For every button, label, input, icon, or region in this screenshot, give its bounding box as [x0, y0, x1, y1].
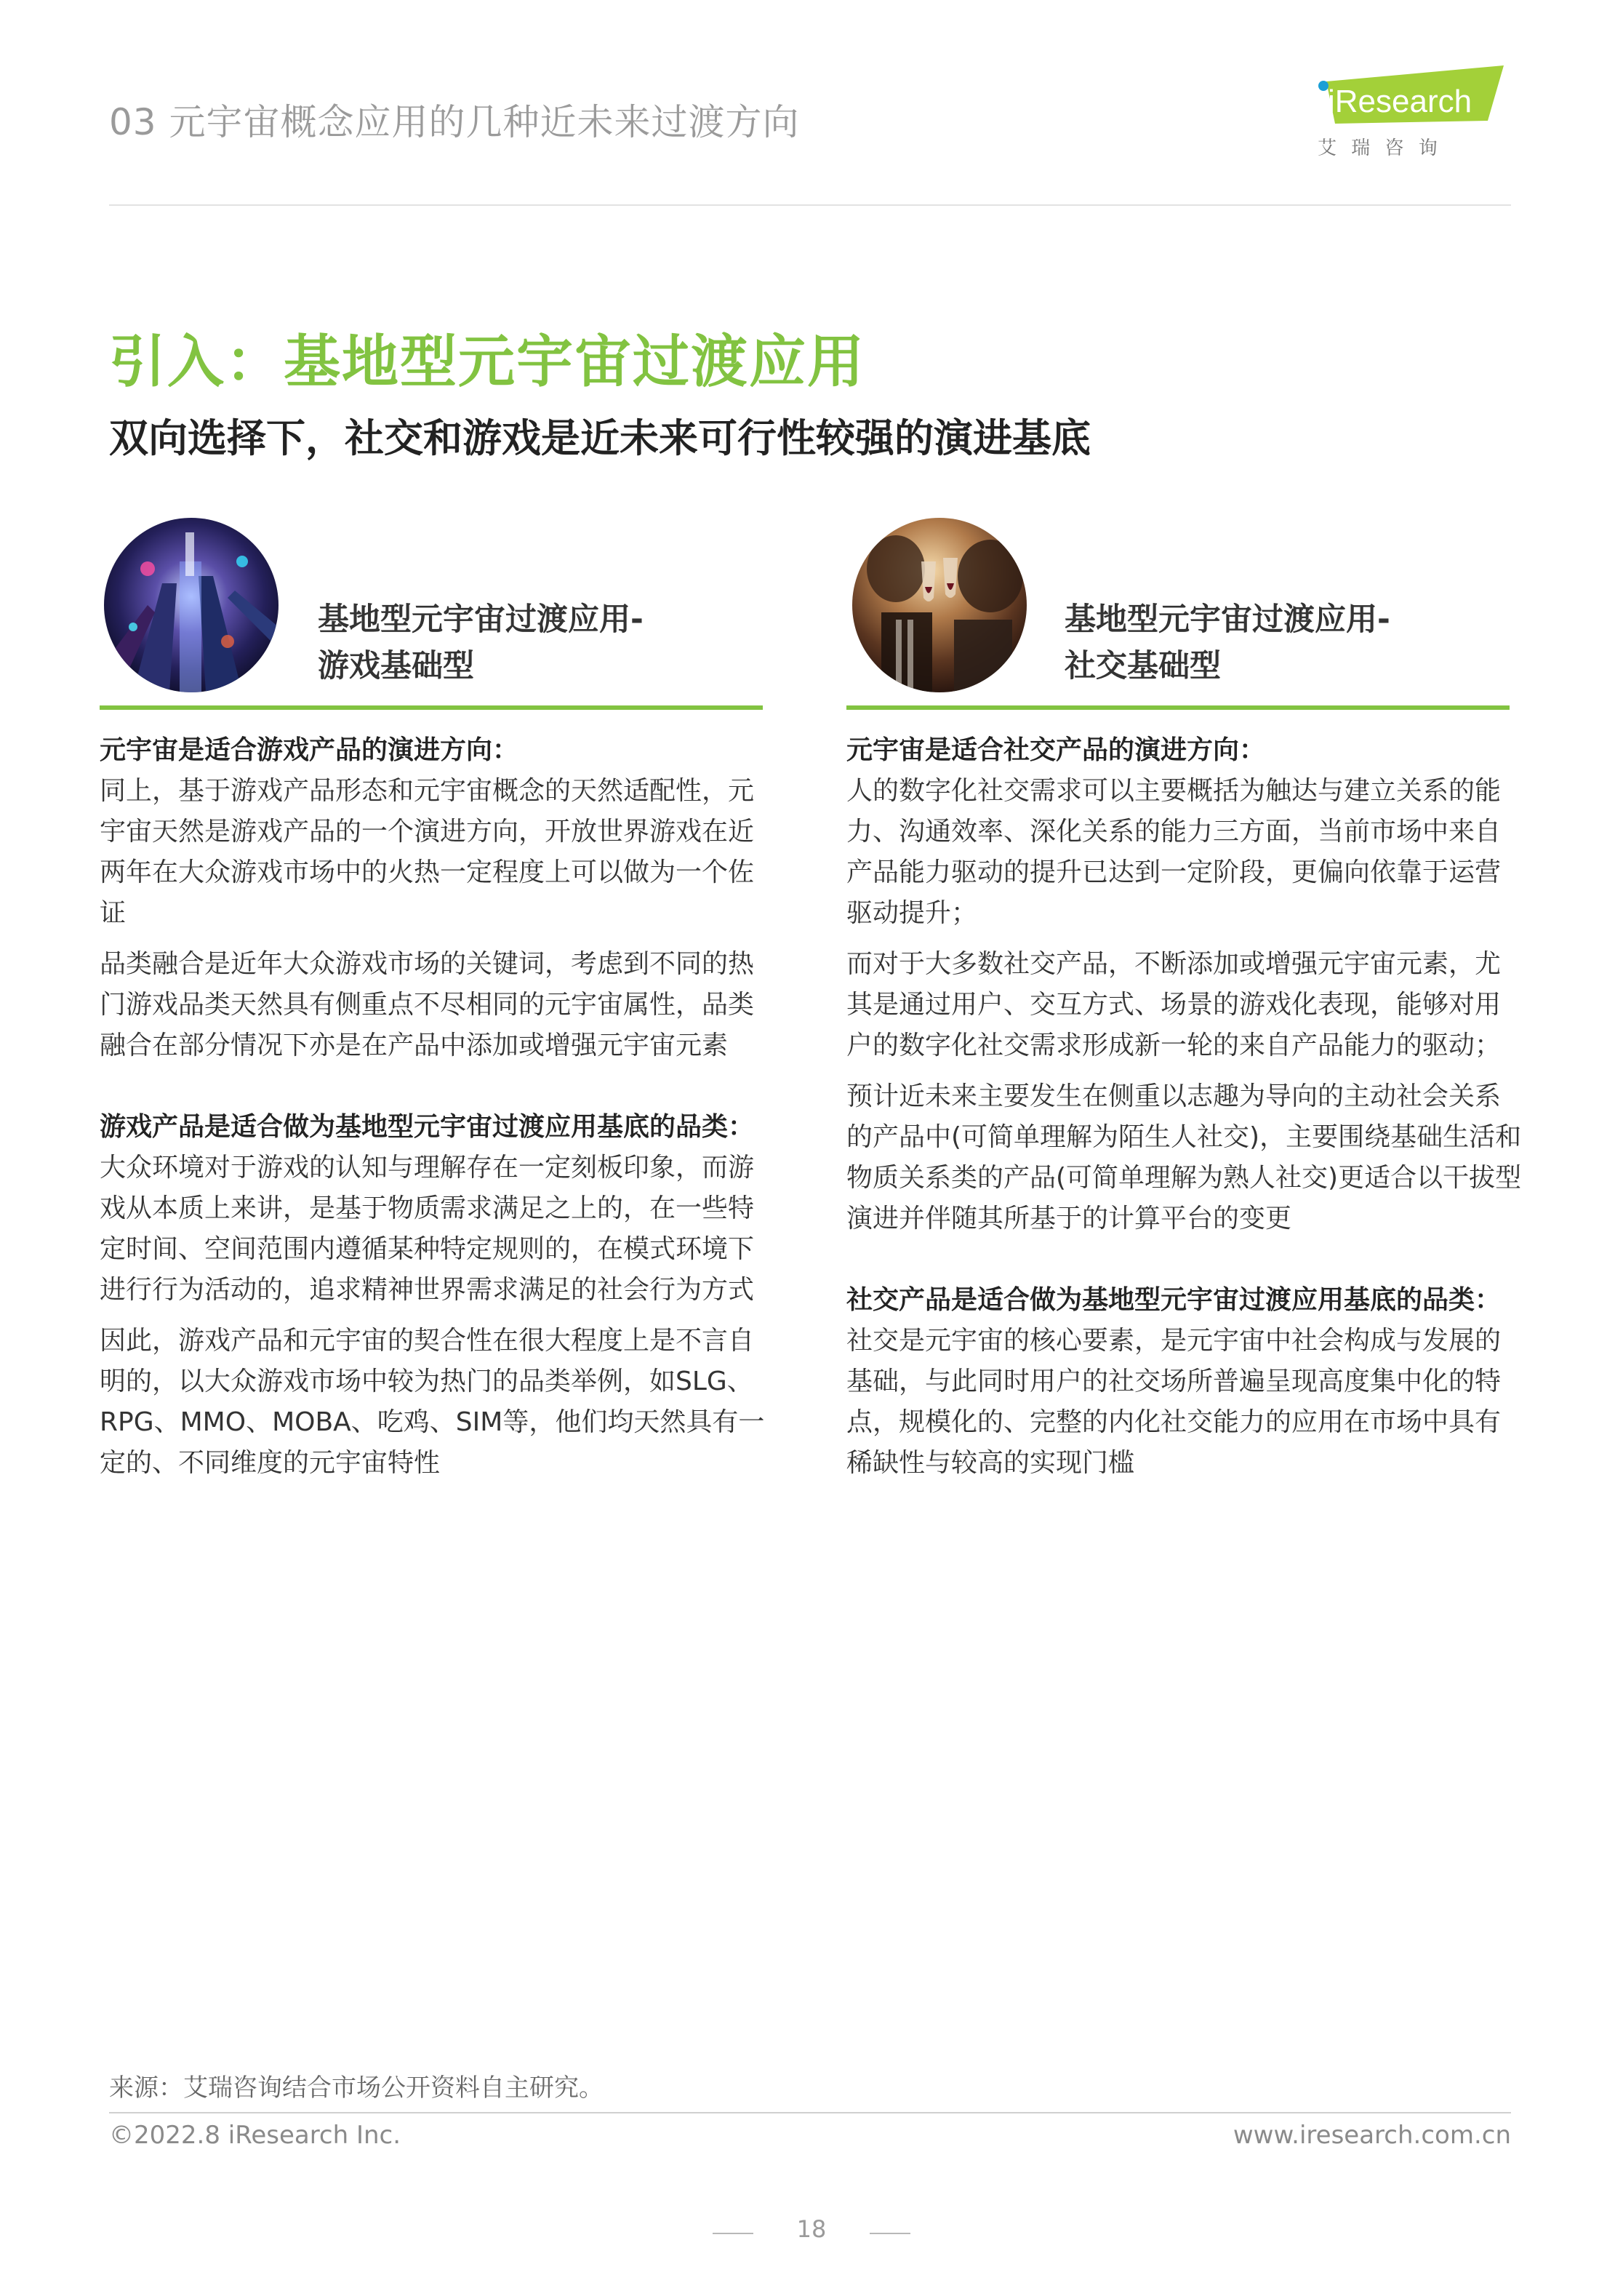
game-card-heading — [318, 596, 644, 689]
social-heading-line2: 社交基础型 — [1065, 648, 1221, 684]
social-block1-paragraph2: 而对于大多数社交产品，不断添加或增强元宇宙元素，尤其是通过用户、交互方式、场景的游戏化表现，能够对用户的数字化社交需求形成新一轮的来自产品能力的驱动； — [846, 949, 1502, 1060]
game-heading-line1: 基地型元宇宙过渡应用- — [318, 601, 644, 638]
page-number-indicator — [713, 2215, 910, 2252]
iresearch-logo — [1316, 64, 1511, 166]
section-title: 03 元宇宙概念应用的几种近未来过渡方向 — [109, 101, 800, 143]
social-card-heading — [1065, 596, 1390, 689]
game-block2-paragraph1: 大众环境对于游戏的认知与理解存在一定刻板印象，而游戏从本质上来讲，是基于物质需求满足之上的，在一些特定时间、空间范围内遵循某种特定规则的，在模式环境下进行行为活动的，追求精神世界需求满足的社会行为方式 — [100, 1153, 755, 1305]
city-night-photo — [104, 518, 278, 692]
source-note: 来源：艾瑞咨询结合市场公开资料自主研究。 — [109, 2073, 604, 2103]
page-number: 18 — [796, 2215, 827, 2243]
game-block2-heading: 游戏产品是适合做为基地型元宇宙过渡应用基底的品类： — [100, 1112, 755, 1142]
game-card-underline — [100, 705, 763, 710]
social-block1-heading: 元宇宙是适合社交产品的演进方向： — [846, 735, 1266, 765]
footer-divider — [109, 2112, 1511, 2113]
social-block1-paragraph1: 人的数字化社交需求可以主要概括为触达与建立关系的能力、沟通效率、深化关系的能力三方面，当前市场中来自产品能力驱动的提升已达到一定阶段，更偏向依靠于运营驱动提升； — [846, 776, 1502, 928]
page-subtitle: 双向选择下，社交和游戏是近未来可行性较强的演进基底 — [109, 415, 1091, 461]
game-block1-paragraph1: 同上，基于游戏产品形态和元宇宙概念的天然适配性，元宇宙天然是游戏产品的一个演进方向，开放世界游戏在近两年在大众游戏市场中的火热一定程度上可以做为一个佐证 — [100, 776, 755, 928]
game-column-body — [100, 730, 780, 1484]
website-link[interactable]: www.iresearch.com.cn — [1233, 2121, 1511, 2150]
page-dash-right — [870, 2233, 910, 2234]
game-heading-line2: 游戏基础型 — [318, 648, 474, 684]
header-divider — [109, 204, 1511, 206]
game-block2-paragraph2: 因此，游戏产品和元宇宙的契合性在很大程度上是不言自明的，以大众游戏市场中较为热门的品类举例，如SLG、RPG、MMO、MOBA、吃鸡、SIM等，他们均天然具有一定的、不同维度的元宇宙特性 — [100, 1326, 765, 1478]
friends-toast-photo — [852, 518, 1027, 692]
social-block1-paragraph3: 预计近未来主要发生在侧重以志趣为导向的主动社会关系的产品中(可简单理解为陌生人社交)，主要围绕基础生活和物质关系类的产品(可简单理解为熟人社交)更适合以干拔型演进并伴随其所基于的计算平台的变更 — [846, 1081, 1522, 1233]
copyright-text: ©2022.8 iResearch Inc. — [109, 2121, 401, 2150]
social-heading-line1: 基地型元宇宙过渡应用- — [1065, 601, 1390, 638]
logo-subtitle: 艾 瑞 咨 询 — [1318, 137, 1442, 159]
social-column-body — [846, 730, 1526, 1484]
iresearch-logo-graphic — [1316, 64, 1511, 166]
social-block2-heading: 社交产品是适合做为基地型元宇宙过渡应用基底的品类： — [846, 1285, 1502, 1315]
logo-wordmark: iResearch — [1328, 84, 1472, 119]
game-block1-heading: 元宇宙是适合游戏产品的演进方向： — [100, 735, 519, 765]
game-block1-paragraph2: 品类融合是近年大众游戏市场的关键词，考虑到不同的热门游戏品类天然具有侧重点不尽相同的元宇宙属性，品类融合在部分情况下亦是在产品中添加或增强元宇宙元素 — [100, 949, 755, 1060]
social-card-underline — [846, 705, 1510, 710]
social-block2-paragraph1: 社交是元宇宙的核心要素，是元宇宙中社会构成与发展的基础，与此同时用户的社交场所普遍呈现高度集中化的特点，规模化的、完整的内化社交能力的应用在市场中具有稀缺性与较高的实现门槛 — [846, 1326, 1502, 1478]
page-title: 引入：基地型元宇宙过渡应用 — [109, 329, 866, 395]
